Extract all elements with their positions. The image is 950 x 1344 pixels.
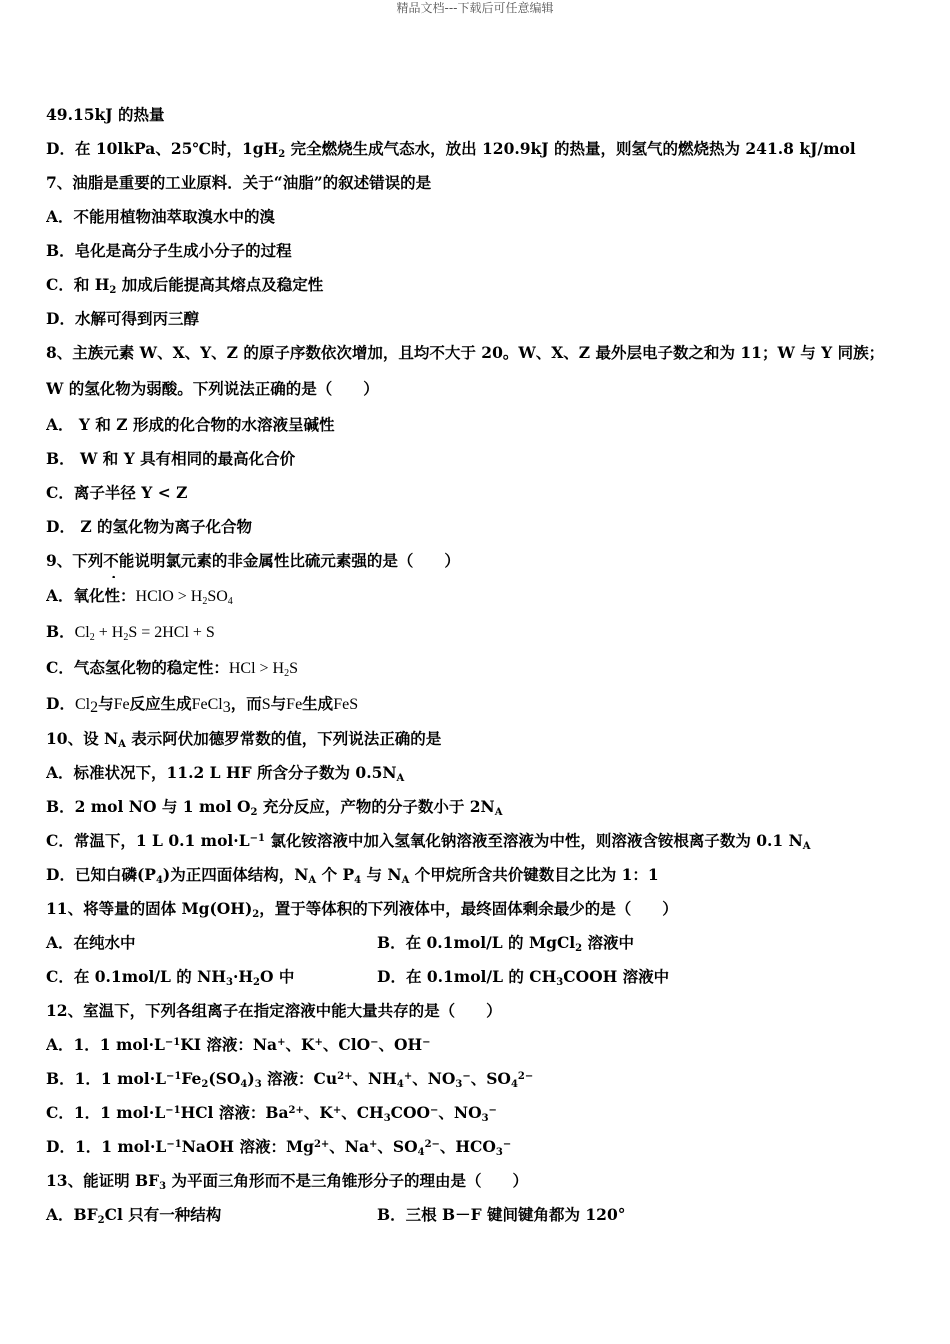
question-8-continued: W 的氢化物为弱酸。下列说法正确的是（ ） (46, 379, 379, 398)
question-8: 8、主族元素 W、X、Y、Z 的原子序数依次增加，且均不大于 20。W、X、Z 最外层电子数之和为 11；W 与 Y 同族； (46, 343, 885, 362)
question-13-option-b: B．三根 B－F 键间键角都为 120° (377, 1205, 626, 1224)
question-11-option-b: B．在 0.1mol/L 的 MgCl$_2$ 溶液中 (377, 933, 635, 954)
question-11-option-a: A．在纯水中 (46, 933, 136, 952)
question-10-option-d: D．已知白磷$(P_4)$为正四面体结构，$N_A$ 个 $P_4$ 与 $N_A$ 个甲烷所含共价键数目之比为 1：1 (46, 865, 659, 886)
question-12-option-a: A．1．1 $mol\cdot L^{-1}KI$ 溶液：Na+、K+、ClO−、OH− (46, 1035, 431, 1054)
question-10-option-c: C．常温下，1 L 0.1 $mol\cdot L^{-1}$ 氯化铵溶液中加入氢氧化钠溶液至溶液为中性，则溶液含铵根离子数为 0.1 $N_A$ (46, 831, 811, 852)
page-header: 精品文档---下载后可任意编辑 (396, 1, 554, 15)
question-11-options-cd (46, 960, 916, 994)
question-11: 11、将等量的固体 $Mg(OH)_2$，置于等体积的下列液体中，最终固体剩余最少的是（ ） (46, 899, 678, 920)
document-body (46, 98, 916, 1232)
question-11-options-ab (46, 926, 916, 960)
question-12-option-d: D．1．1 $mol\cdot L^{-1}NaOH$ 溶液：$Mg^{2+}$、Na+、$SO_4^{2-}$、$HCO_3^-$ (46, 1137, 512, 1158)
question-9-option-c: C．气态氢化物的稳定性：HCl > $H_2S$ (46, 658, 298, 679)
question-9: 9、下列不能说明氯元素的非金属性比硫元素强的是（ ） (46, 551, 460, 570)
question-13: 13、能证明 $BF_3$ 为平面三角形而不是三角锥形分子的理由是（ ） (46, 1171, 528, 1192)
question-12: 12、室温下，下列各组离子在指定溶液中能大量共存的是（ ） (46, 1001, 502, 1020)
question-7-option-d: D．水解可得到丙三醇 (46, 309, 199, 328)
question-13-option-a: A．$BF_2Cl$ 只有一种结构 (46, 1205, 222, 1226)
question-11-option-d: D．在 0.1mol/L 的 $CH_3COOH$ 溶液中 (377, 967, 670, 988)
emphasis-dots: 不能 (103, 551, 135, 570)
question-10-option-a: A．标准状况下，11.2 L HF 所含分子数为 $0.5N_A$ (46, 763, 405, 784)
question-7: 7、油脂是重要的工业原料．关于“油脂”的叙述错误的是 (46, 173, 432, 192)
question-10-option-b: B．2 mol NO 与 1 mol $O_2$ 充分反应，产物的分子数小于 $2N_A$ (46, 797, 503, 818)
question-12-option-c: C．1．1 $mol\cdot L^{-1}HCl$ 溶液：$Ba^{2+}$、K+、$CH_3COO^-$、$NO_3^-$ (46, 1103, 497, 1124)
question-11-option-c: C．在 0.1mol/L 的 $NH_3\cdot H_2O$ 中 (46, 967, 295, 988)
question-8-option-c: C．离子半径 Y < Z (46, 483, 188, 502)
text-line: 49.15kJ 的热量 (46, 105, 165, 124)
question-7-option-a: A．不能用植物油萃取溴水中的溴 (46, 207, 276, 226)
question-9-option-a: A．氧化性：HClO > $H_2SO_4$ (46, 586, 233, 607)
question-9-option-d: D．$Cl_2$与Fe反应生成FeCl$_3$，而S与Fe生成FeS (46, 694, 359, 716)
question-7-option-b: B．皂化是高分子生成小分子的过程 (46, 241, 292, 260)
question-12-option-b: B．1．1 $mol\cdot L^{-1}Fe_2(SO_4)_3$ 溶液：$Cu^{2+}$、$NH_4^+$、$NO_3^-$、$SO_4^{2-}$ (46, 1069, 534, 1090)
question-10: 10、设 $N_A$ 表示阿伏加德罗常数的值，下列说法正确的是 (46, 729, 442, 750)
question-7-option-c: C．和 $H_2$ 加成后能提高其熔点及稳定性 (46, 275, 324, 296)
question-8-option-b: B． W 和 Y 具有相同的最高化合价 (46, 449, 296, 468)
question-8-option-d: D． Z 的氢化物为离子化合物 (46, 517, 253, 536)
question-13-options-ab (46, 1198, 916, 1232)
question-8-option-a: A． Y 和 Z 形成的化合物的水溶液呈碱性 (46, 415, 335, 434)
question-9-option-b: B．$Cl_2 + H_2S = 2HCl + S$ (46, 622, 215, 643)
option-d-line: D．在 10lkPa、25℃时，$1gH_2$ 完全燃烧生成气态水，放出 120.9kJ 的热量，则氢气的燃烧热为 241.8 kJ/mol (46, 139, 856, 160)
